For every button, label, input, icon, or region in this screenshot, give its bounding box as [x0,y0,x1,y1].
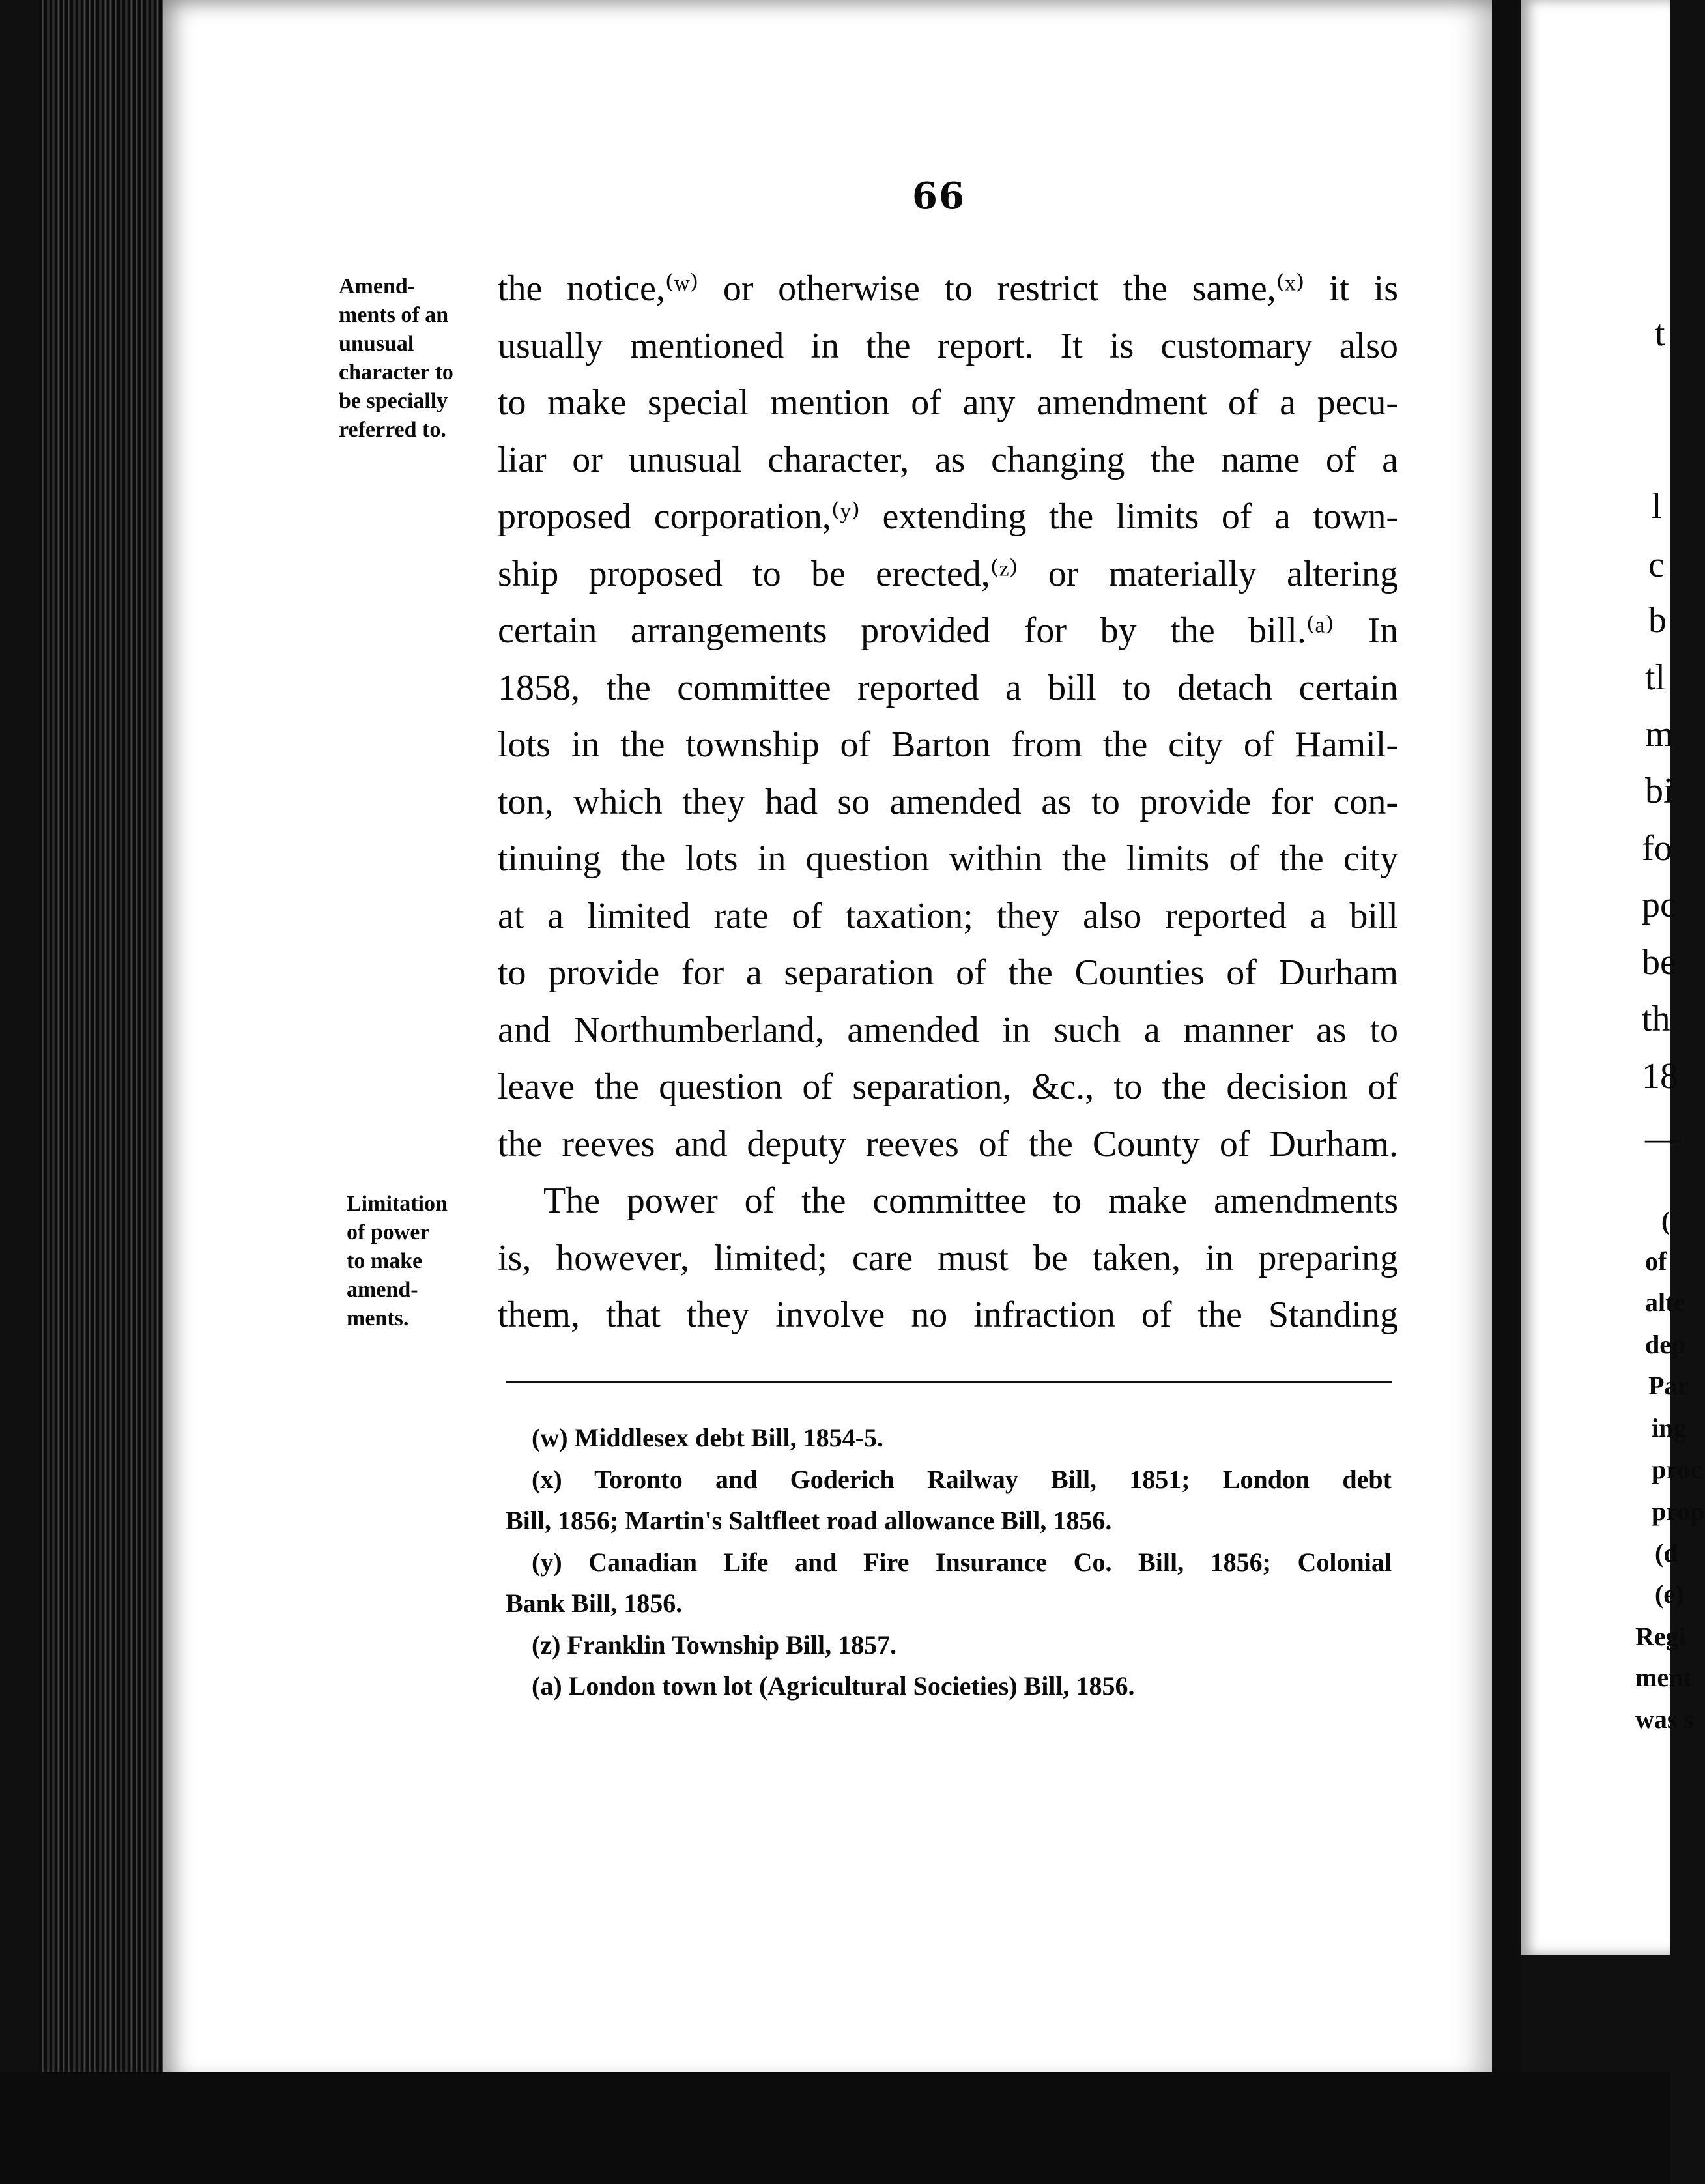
footnote-line: (z) Franklin Township Bill, 1857. [532,1630,897,1660]
margin-note-line: ments. [347,1306,409,1330]
facing-fragment: th [1642,999,1670,1039]
facing-page-text-fragments [1521,0,1705,1955]
body-text [498,261,1398,1344]
footnote-line: (x) Toronto and Goderich Railway Bill, 1851; London debt [532,1464,1392,1494]
body-line: ton, which they had so amended as to provide for con- [498,781,1398,822]
facing-fragment: proc [1652,1455,1702,1484]
facing-fragment: of [1645,1246,1667,1276]
margin-note-line: to make [347,1249,423,1273]
body-line: certain arrangements provided for by the bill.⁽ᵃ⁾ In [498,611,1398,651]
facing-fragment: m [1645,714,1674,754]
footnote-line: Bill, 1856; Martin's Saltfleet road allowance Bill, 1856. [506,1506,1112,1535]
facing-fragment: tl [1645,657,1666,698]
footnote-line: (a) London town lot (Agricultural Societies) Bill, 1856. [532,1671,1135,1701]
margin-note-line: referred to. [339,418,446,442]
body-line: them, that they involve no infraction of the Standing [498,1295,1398,1335]
margin-note-line: ments of an [339,303,449,327]
facing-fragment: alte [1645,1287,1686,1317]
body-line: lots in the township of Barton from the city of Hamil- [498,725,1398,765]
facing-fragment: (d [1655,1538,1678,1568]
facing-fragment: ing [1652,1413,1687,1443]
facing-fragment: 18 [1642,1056,1678,1097]
body-line: is, however, limited; care must be taken, in preparing [498,1237,1398,1278]
footnote-line: Bank Bill, 1856. [506,1588,683,1618]
scan-bottom-edge [0,2072,1670,2184]
body-line: usually mentioned in the report. It is customary also [498,325,1398,366]
facing-fragment: fo [1642,828,1672,869]
body-line: The power of the committee to make amendments [543,1181,1398,1221]
body-line: the reeves and deputy reeves of the County of Durham. [498,1123,1398,1164]
footnote-line: (y) Canadian Life and Fire Insurance Co. Bill, 1856; Colonial [532,1547,1392,1577]
page-number: 66 [912,175,966,218]
book-page-edges [39,0,169,2072]
margin-note-line: character to [339,360,453,384]
footnotes [506,1417,1392,1707]
margin-note-line: Amend- [339,274,416,298]
margin-note-line: Limitation [347,1192,448,1216]
body-line: to make special mention of any amendment of a pecu- [498,382,1398,423]
facing-fragment: be [1642,942,1676,983]
facing-fragment: ment [1635,1663,1692,1692]
facing-fragment: l [1652,486,1662,526]
body-line: the notice,⁽ʷ⁾ or otherwise to restrict the same,⁽ˣ⁾ it is [498,268,1398,309]
body-line: tinuing the lots in question within the limits of the city [498,839,1398,879]
facing-fragment: pc [1642,885,1676,925]
footnote-divider [506,1381,1392,1383]
facing-fragment: b [1648,600,1667,640]
body-line: and Northumberland, amended in such a manner as to [498,1009,1398,1050]
margin-note-amendments [339,272,453,444]
facing-fragment: was s [1635,1704,1695,1734]
body-line: proposed corporation,⁽ʸ⁾ extending the limits of a town- [498,496,1398,537]
margin-note-line: unusual [339,332,414,356]
footnote-line: (w) Middlesex debt Bill, 1854-5. [532,1423,883,1452]
body-line: to provide for a separation of the Counties of Durham [498,953,1398,993]
facing-fragment: bi [1645,771,1674,811]
facing-fragment: c [1648,545,1665,585]
facing-fragment: Regi [1635,1622,1686,1651]
facing-fragment: dep [1645,1330,1686,1359]
facing-fragment: (e) [1655,1579,1684,1609]
facing-fragment: prop [1652,1497,1705,1526]
body-line: ship proposed to be erected,⁽ᶻ⁾ or materially altering [498,553,1398,594]
margin-note-line: of power [347,1220,430,1244]
book-gutter [1492,0,1521,2184]
facing-fragment: — [1645,1118,1682,1158]
body-line: at a limited rate of taxation; they also reported a bill [498,895,1398,936]
facing-page [1521,0,1705,1955]
margin-note-line: be specially [339,389,448,413]
body-line: 1858, the committee reported a bill to detach certain [498,667,1398,708]
body-line: liar or unusual character, as changing the name of a [498,439,1398,480]
facing-fragment: ( [1661,1206,1670,1235]
body-line: leave the question of separation, &c., to the decision of [498,1067,1398,1107]
facing-fragment: Par [1648,1371,1689,1400]
facing-fragment: t [1655,313,1665,354]
margin-note-limitation [347,1190,448,1333]
margin-note-line: amend- [347,1278,418,1302]
